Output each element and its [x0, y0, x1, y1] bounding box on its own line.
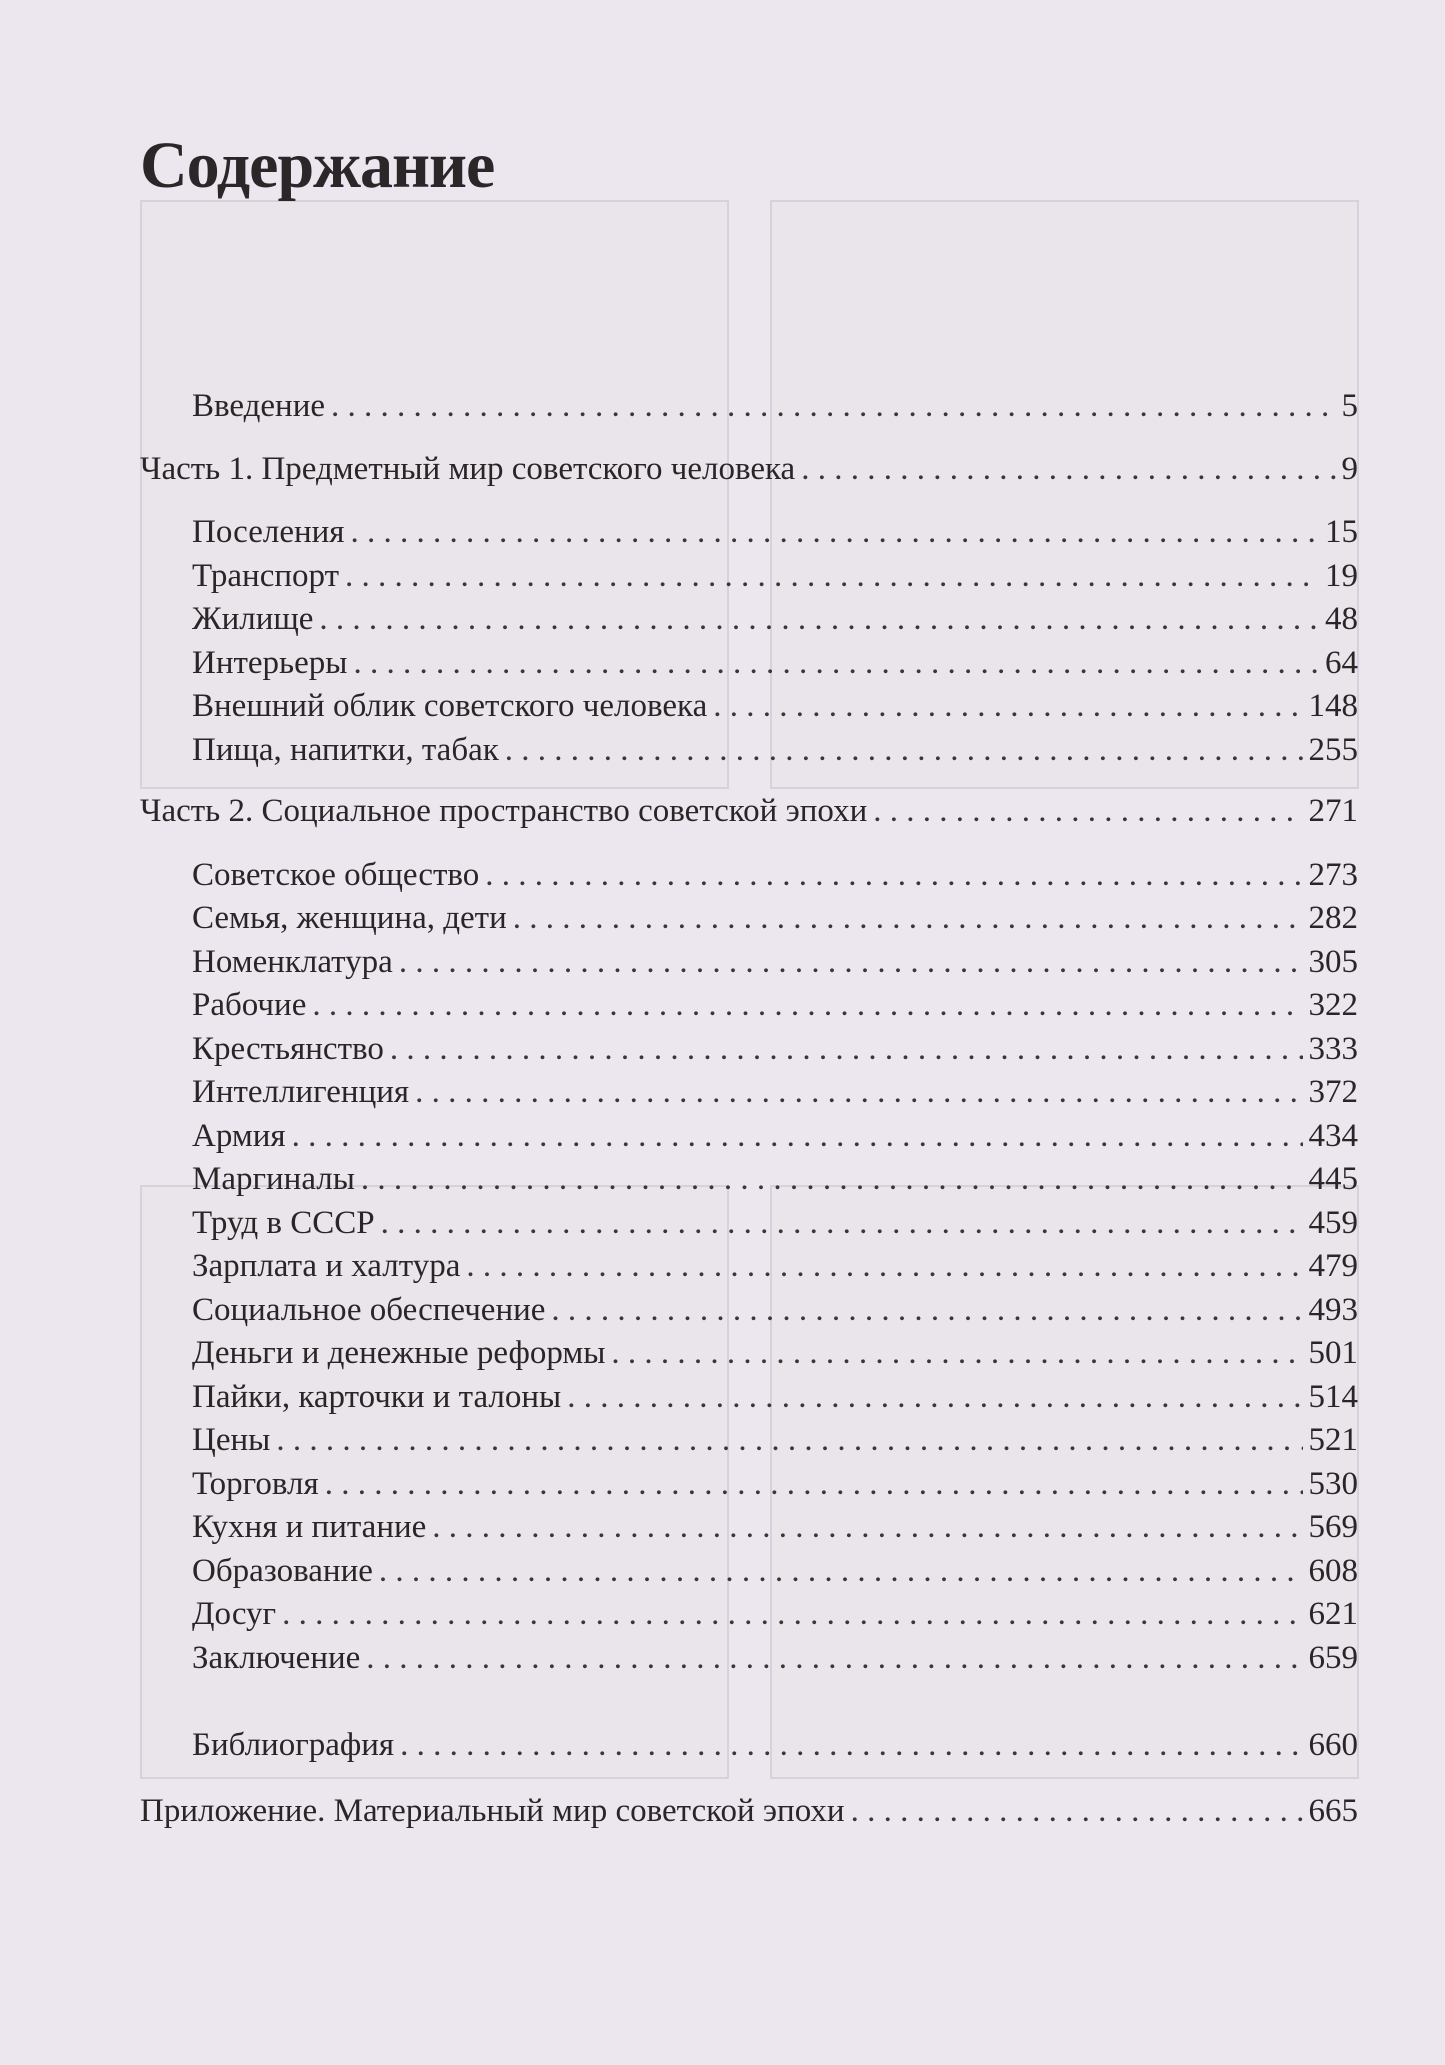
- toc-leader-dots: [415, 1071, 1302, 1115]
- toc-page-number: 5: [1341, 388, 1358, 424]
- toc-entry[interactable]: [140, 1593, 1358, 1637]
- toc-page-number: 305: [1308, 943, 1358, 980]
- toc-leader-dots: [466, 1245, 1302, 1289]
- toc-entry-label: Армия: [192, 1117, 286, 1154]
- toc-page-number: 282: [1308, 900, 1358, 936]
- toc-entry[interactable]: [140, 1071, 1358, 1115]
- toc-entry[interactable]: [140, 1637, 1358, 1681]
- toc-page-number: 493: [1308, 1291, 1358, 1328]
- toc-entry[interactable]: [140, 729, 1358, 773]
- toc-entry[interactable]: [140, 685, 1358, 729]
- toc-entry[interactable]: [140, 598, 1358, 642]
- toc-page-number: 322: [1308, 987, 1358, 1023]
- toc-entry-label: Часть 1. Предметный мир советского человека: [140, 450, 796, 487]
- toc-page-number: 64: [1325, 644, 1358, 681]
- toc-entry[interactable]: [140, 984, 1358, 1028]
- toc-page-number: 9: [1341, 450, 1358, 487]
- toc-entry[interactable]: [140, 1245, 1358, 1289]
- toc-leader-dots: [312, 984, 1302, 1028]
- toc-entry-label: Библиография: [192, 1727, 395, 1763]
- toc-leader-dots: [325, 1463, 1303, 1507]
- toc-entry-label: Зарплата и халтура: [192, 1248, 461, 1284]
- toc-entry-label: Приложение. Материальный мир советской эпохи: [140, 1792, 845, 1829]
- page-title: Содержание: [140, 129, 495, 202]
- toc-entry-label: Образование: [192, 1552, 373, 1589]
- toc-entry-label: Советское общество: [192, 856, 480, 893]
- toc-entry-label: Пайки, карточки и талоны: [192, 1378, 562, 1415]
- toc-part-entry[interactable]: [140, 790, 1358, 834]
- toc-entry-label: Транспорт: [192, 557, 340, 594]
- toc-leader-dots: [713, 685, 1302, 729]
- toc-entry[interactable]: [140, 1550, 1358, 1594]
- toc-entry-label: Семья, женщина, дети: [192, 900, 507, 936]
- toc-leader-dots: [551, 1289, 1302, 1333]
- toc-page-number: 148: [1308, 688, 1358, 724]
- toc-page-number: 434: [1308, 1117, 1358, 1154]
- toc-entry-label: Торговля: [192, 1465, 319, 1502]
- toc-entry[interactable]: [140, 1158, 1358, 1202]
- toc-entry[interactable]: [140, 854, 1358, 898]
- toc-entry-label: Поселения: [192, 514, 345, 550]
- toc-page-number: 255: [1308, 731, 1358, 768]
- toc-entry[interactable]: [140, 1724, 1358, 1768]
- toc-entry-label: Маргиналы: [192, 1161, 355, 1197]
- toc-page-number: 48: [1325, 601, 1358, 637]
- toc-entry[interactable]: [140, 897, 1358, 941]
- toc-entry-label: Часть 2. Социальное пространство советской эпохи: [140, 793, 868, 829]
- toc-leader-dots: [611, 1332, 1302, 1376]
- toc-leader-dots: [366, 1637, 1302, 1681]
- toc-leader-dots: [400, 1724, 1302, 1768]
- toc-leader-dots: [276, 1419, 1302, 1463]
- toc-leader-dots: [851, 1790, 1303, 1834]
- toc-page-number: 608: [1308, 1552, 1358, 1589]
- toc-entry-label: Цены: [192, 1422, 271, 1458]
- toc-entry[interactable]: [140, 385, 1358, 429]
- toc-entry[interactable]: [140, 1202, 1358, 1246]
- toc-page-number: 621: [1308, 1596, 1358, 1632]
- toc-page-number: 372: [1308, 1074, 1358, 1110]
- toc-leader-dots: [567, 1376, 1302, 1420]
- toc-entry-label: Социальное обеспечение: [192, 1291, 546, 1328]
- toc-entry-label: Введение: [192, 388, 326, 424]
- toc-page-number: 530: [1308, 1465, 1358, 1502]
- toc-entry[interactable]: [140, 1332, 1358, 1376]
- toc-leader-dots: [399, 941, 1303, 985]
- toc-entry[interactable]: [140, 642, 1358, 686]
- toc-leader-dots: [353, 642, 1319, 686]
- toc-page-number: 660: [1308, 1727, 1358, 1763]
- toc-entry-label: Рабочие: [192, 987, 307, 1023]
- toc-page-number: 569: [1308, 1509, 1358, 1545]
- toc-entry[interactable]: [140, 511, 1358, 555]
- toc-page-number: 273: [1308, 856, 1358, 893]
- toc-page-number: 19: [1325, 557, 1358, 594]
- toc-page-number: 501: [1308, 1335, 1358, 1371]
- toc-page-number: 459: [1308, 1204, 1358, 1241]
- toc-part-entry[interactable]: [140, 1790, 1358, 1834]
- toc-leader-dots: [801, 448, 1335, 492]
- toc-leader-dots: [505, 729, 1303, 773]
- toc-page-number: 333: [1308, 1030, 1358, 1067]
- toc-leader-dots: [390, 1028, 1303, 1072]
- toc-entry[interactable]: [140, 1506, 1358, 1550]
- table-of-contents: [140, 385, 1358, 1853]
- toc-page-number: 521: [1308, 1422, 1358, 1458]
- toc-entry[interactable]: [140, 1376, 1358, 1420]
- toc-entry-label: Номенклатура: [192, 943, 393, 980]
- toc-leader-dots: [282, 1593, 1302, 1637]
- toc-entry-label: Интерьеры: [192, 644, 348, 681]
- toc-entry[interactable]: [140, 1028, 1358, 1072]
- toc-part-entry[interactable]: [140, 448, 1358, 492]
- toc-entry-label: Крестьянство: [192, 1030, 384, 1067]
- toc-page-number: 15: [1325, 514, 1358, 550]
- toc-leader-dots: [350, 511, 1319, 555]
- toc-entry[interactable]: [140, 1289, 1358, 1333]
- toc-entry-label: Заключение: [192, 1639, 361, 1676]
- toc-leader-dots: [485, 854, 1302, 898]
- toc-leader-dots: [513, 897, 1303, 941]
- toc-leader-dots: [432, 1506, 1302, 1550]
- toc-entry[interactable]: [140, 1419, 1358, 1463]
- toc-entry[interactable]: [140, 1115, 1358, 1159]
- toc-leader-dots: [319, 598, 1319, 642]
- toc-entry[interactable]: [140, 941, 1358, 985]
- toc-entry[interactable]: [140, 555, 1358, 599]
- toc-page-number: 665: [1308, 1792, 1358, 1829]
- toc-entry-label: Труд в СССР: [192, 1204, 375, 1241]
- toc-leader-dots: [292, 1115, 1303, 1159]
- toc-leader-dots: [331, 385, 1335, 429]
- toc-entry-label: Интеллигенция: [192, 1074, 410, 1110]
- toc-entry-label: Кухня и питание: [192, 1509, 427, 1545]
- toc-entry-label: Пища, напитки, табак: [192, 731, 499, 768]
- toc-entry[interactable]: [140, 1463, 1358, 1507]
- toc-entry-label: Жилище: [192, 601, 314, 637]
- toc-leader-dots: [345, 555, 1319, 599]
- toc-page-number: 479: [1308, 1248, 1358, 1284]
- toc-page-number: 514: [1308, 1378, 1358, 1415]
- toc-leader-dots: [381, 1202, 1303, 1246]
- toc-leader-dots: [379, 1550, 1303, 1594]
- toc-page-number: 271: [1308, 793, 1358, 829]
- toc-leader-dots: [873, 790, 1302, 834]
- toc-entry-label: Досуг: [192, 1596, 277, 1632]
- toc-entry-label: Внешний облик советского человека: [192, 688, 708, 724]
- toc-page-number: 659: [1308, 1639, 1358, 1676]
- toc-page-number: 445: [1308, 1161, 1358, 1197]
- toc-entry-label: Деньги и денежные реформы: [192, 1335, 606, 1371]
- toc-leader-dots: [361, 1158, 1303, 1202]
